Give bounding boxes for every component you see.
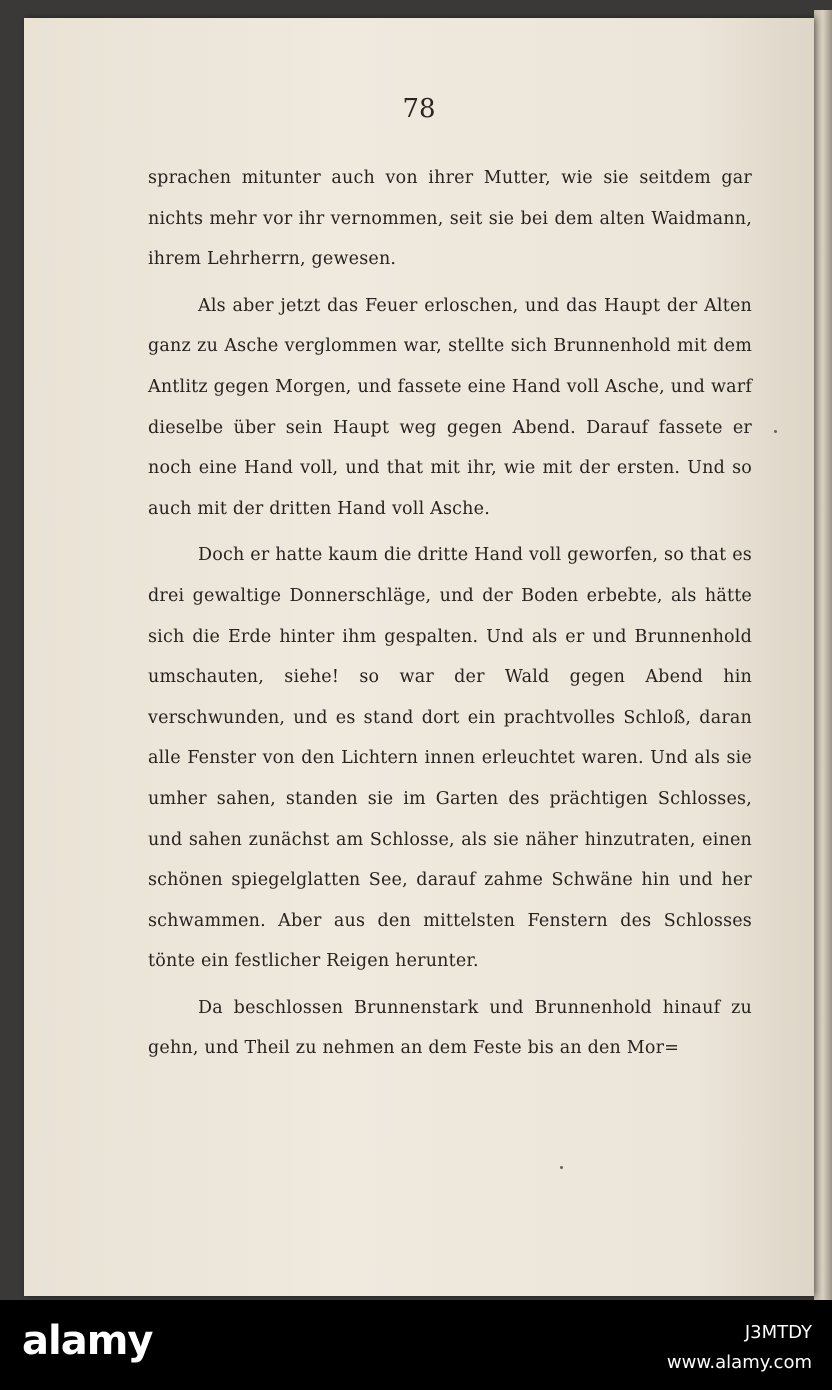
page-number: 78: [402, 94, 436, 124]
alamy-logo: alamy: [22, 1318, 153, 1364]
paragraph-2: Als aber jetzt das Feuer erloschen, und das Haupt der Alten ganz zu Asche verglommen war, stellte sich Brunnenhold mit dem Antlitz gegen Morgen, und fassete eine Hand voll Asche, und warf dieselbe über sein Haupt weg gegen Abend. Darauf fassete er noch eine Hand voll, und that mit ihr, wie mit der ersten. Und so auch mit der dritten Hand voll Asche.: [148, 295, 752, 519]
image-id: J3MTDY: [744, 1322, 812, 1343]
book-spine: [814, 10, 832, 1300]
site-url: www.alamy.com: [666, 1352, 812, 1373]
paper-speck: [560, 1166, 563, 1169]
book-page: [24, 18, 814, 1296]
paragraph-4: Da beschlossen Brunnenstark und Brunnenhold hinauf zu gehn, und Theil zu nehmen an dem Feste bis an den Mor=: [148, 997, 752, 1059]
paper-speck: [774, 430, 777, 433]
paragraph-3: Doch er hatte kaum die dritte Hand voll geworfen, so that es drei gewaltige Donnerschläge, und der Boden erbebte, als hätte sich die Erde hinter ihm gespalten. Und als er und Brunnenhold umschauten, siehe! so war der Wald gegen Abend hin verschwunden, und es stand dort ein prachtvolles Schloß, daran alle Fenster von den Lichtern innen erleuchtet waren. Und als sie umher sahen, standen sie im Garten des prächtigen Schlosses, und sahen zunächst am Schlosse, als sie näher hinzutraten, einen schönen spiegelglatten See, darauf zahme Schwäne hin und her schwammen. Aber aus den mittelsten Fenstern des Schlosses tönte ein festlicher Reigen herunter.: [148, 545, 752, 972]
page-text: [148, 158, 752, 1075]
paragraph-1: sprachen mitunter auch von ihrer Mutter, wie sie seitdem gar nichts mehr vor ihr vernommen, seit sie bei dem alten Waidmann, ihrem Lehrherrn, gewesen.: [148, 168, 752, 270]
